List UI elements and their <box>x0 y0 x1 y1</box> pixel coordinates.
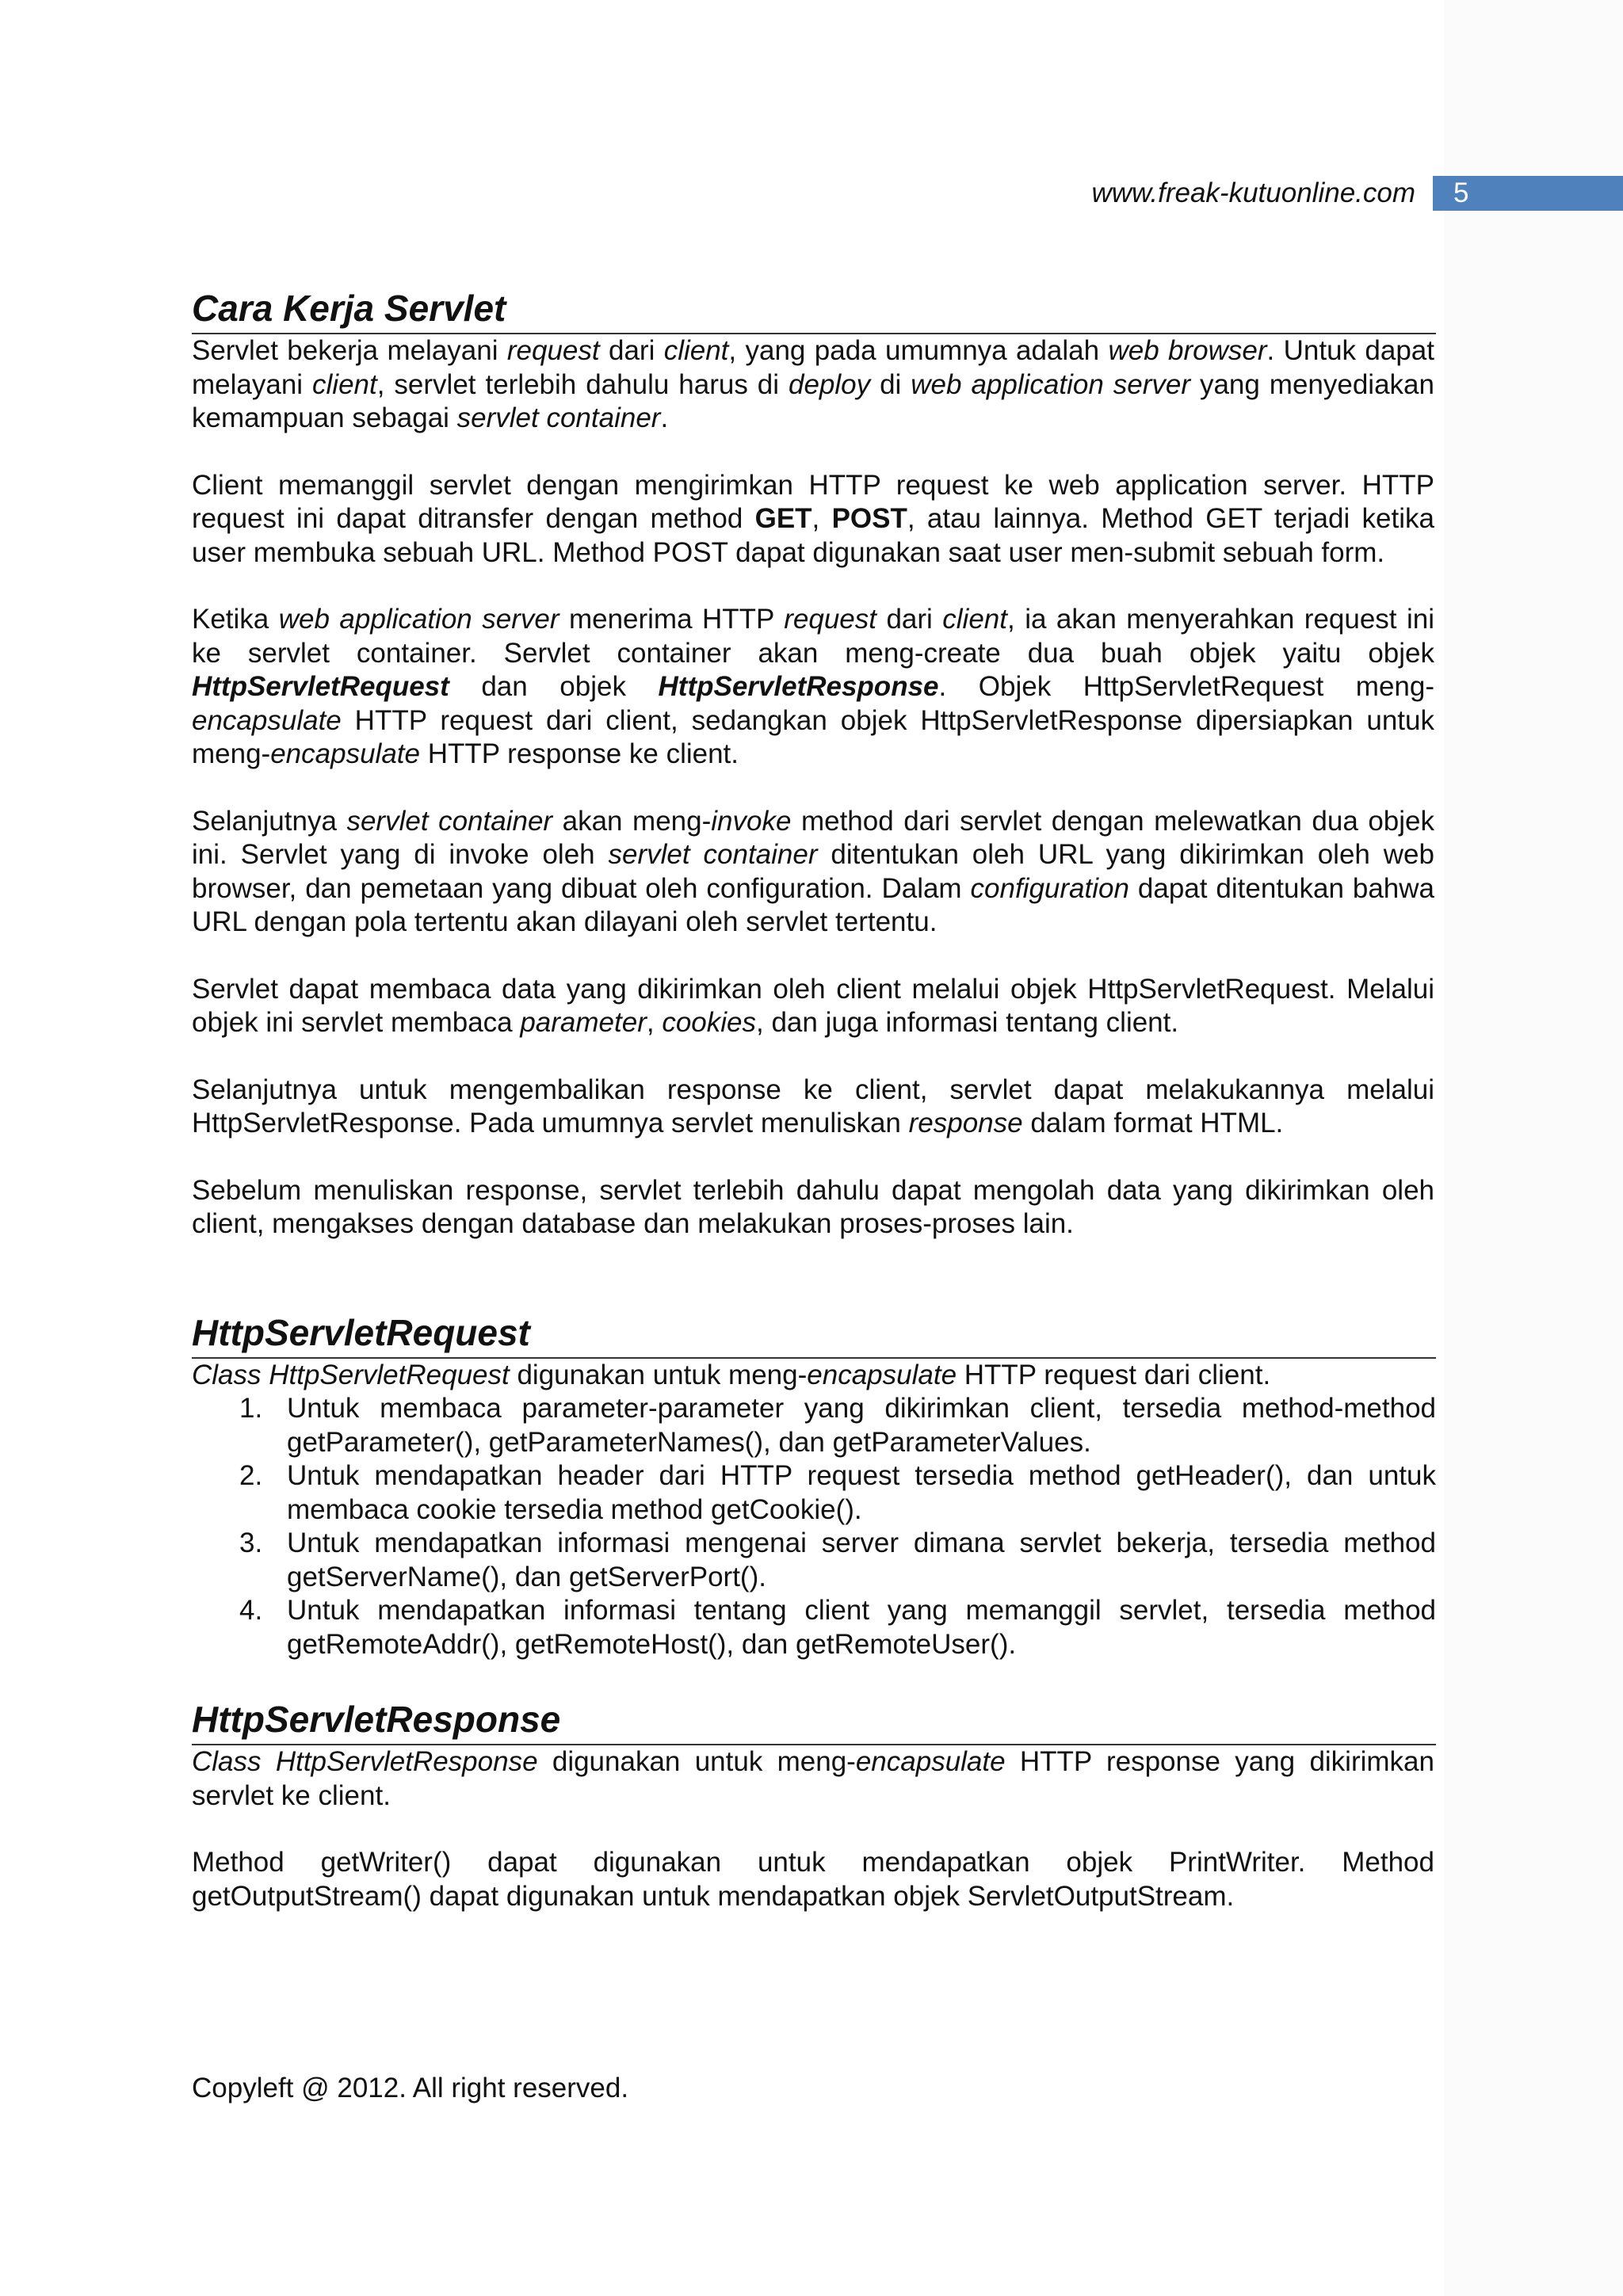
paragraph-5: Servlet dapat membaca data yang dikirimkan oleh client melalui objek HttpServletRequest. Melalui objek ini servlet membaca parameter, cookies, dan juga informasi tentang client. <box>192 973 1434 1038</box>
paragraph-4: Selanjutnya servlet container akan meng-invoke method dari servlet dengan melewatkan dua objek ini. Servlet yang di invoke oleh servlet container ditentukan oleh URL yang dikirimkan oleh web browser, dan pemetaan yang dibuat oleh configuration. Dalam configuration dapat ditentukan bahwa URL dengan pola tertentu akan dilayani oleh servlet tertentu. <box>192 805 1434 937</box>
response-methods-paragraph: Method getWriter() dapat digunakan untuk mendapatkan objek PrintWriter. Method getOutputStream() dapat digunakan untuk mendapatkan objek ServletOutputStream. <box>192 1847 1434 1912</box>
paragraph-1: Servlet bekerja melayani request dari client, yang pada umumnya adalah web browser. Untuk dapat melayani client, servlet terlebih dahulu harus di deploy di web application server yang menyediakan kemampuan sebagai servlet container. <box>192 335 1434 433</box>
paragraph-7: Sebelum menuliskan response, servlet terlebih dahulu dapat mengolah data yang dikirimkan oleh client, mengakses dengan database dan melakukan proses-proses lain. <box>192 1174 1434 1239</box>
request-intro: Class HttpServletRequest digunakan untuk meng-encapsulate HTTP request dari client. <box>192 1359 1271 1390</box>
page-content <box>192 284 1436 1913</box>
list-item: 3. Untuk mendapatkan informasi mengenai server dimana servlet bekerja, tersedia method getServerName(), dan getServerPort(). <box>239 1527 1436 1592</box>
response-intro: Class HttpServletResponse digunakan untuk meng-encapsulate HTTP response yang dikirimkan servlet ke client. <box>192 1746 1434 1811</box>
list-item: 4. Untuk mendapatkan informasi tentang client yang memanggil servlet, tersedia method getRemoteAddr(), getRemoteHost(), dan getRemoteUser(). <box>239 1595 1436 1660</box>
paragraph-2: Client memanggil servlet dengan mengirimkan HTTP request ke web application server. HTTP request ini dapat ditransfer dengan method GET, POST, atau lainnya. Method GET terjadi ketika user membuka sebuah URL. Method POST dapat digunakan saat user men-submit sebuah form. <box>192 469 1434 568</box>
footer-copyright: Copyleft @ 2012. All right reserved. <box>192 2073 629 2103</box>
page-number-box <box>1433 176 1623 211</box>
page-number: 5 <box>1453 177 1469 208</box>
paragraph-6: Selanjutnya untuk mengembalikan response ke client, servlet dapat melakukannya melalui HttpServletResponse. Pada umumnya servlet menuliskan response dalam format HTML. <box>192 1074 1434 1138</box>
list-item: 2. Untuk mendapatkan header dari HTTP request tersedia method getHeader(), dan untuk membaca cookie tersedia method getCookie(). <box>239 1460 1436 1525</box>
section-title-httpservletresponse: HttpServletResponse <box>192 1695 1436 1745</box>
request-method-list <box>192 1392 1436 1661</box>
section-title-cara-kerja-servlet: Cara Kerja Servlet <box>192 284 1436 334</box>
right-margin-shade <box>1444 0 1623 2296</box>
list-item: 1. Untuk membaca parameter-parameter yang dikirimkan client, tersedia method-method getParameter(), getParameterNames(), dan getParameterValues. <box>239 1393 1436 1458</box>
section-title-httpservletrequest: HttpServletRequest <box>192 1308 1436 1359</box>
header-url: www.freak-kutuonline.com <box>1091 177 1415 208</box>
paragraph-3: Ketika web application server menerima HTTP request dari client, ia akan menyerahkan request ini ke servlet container. Servlet container akan meng-create dua buah objek yaitu objek HttpServletRequest dan objek HttpServletResponse. Objek HttpServletRequest meng-encapsulate HTTP request dari client, sedangkan objek HttpServletResponse dipersiapkan untuk meng-encapsulate HTTP response ke client. <box>192 604 1435 769</box>
